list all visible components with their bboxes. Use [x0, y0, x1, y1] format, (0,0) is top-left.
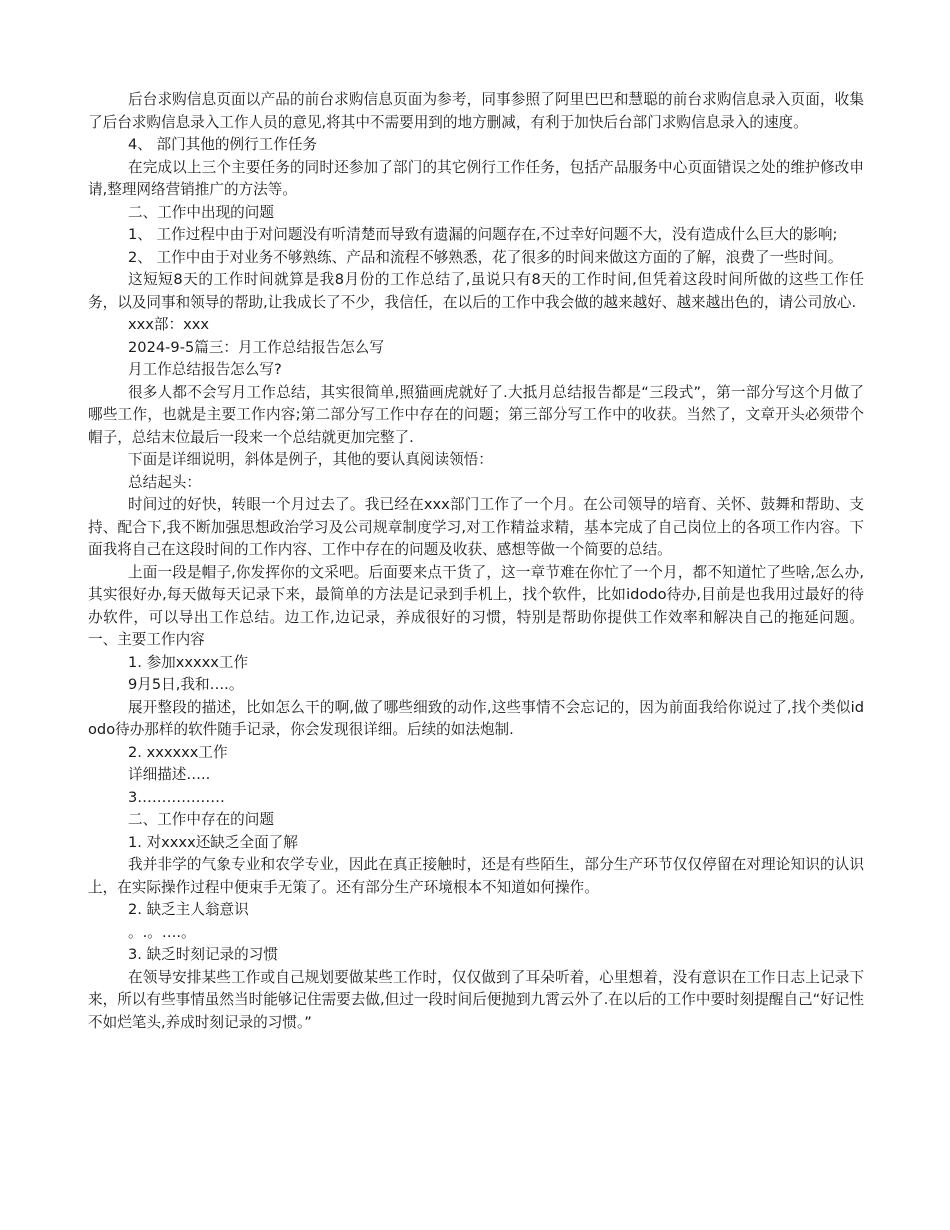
document-page: [88, 89, 864, 1034]
list-item-work-2: 2. xxxxxx工作: [128, 743, 228, 761]
list-item-detail: 详细描述…..: [128, 766, 211, 783]
signature-department: xxx部：xxx: [128, 316, 210, 333]
paragraph-routine-tasks: 在完成以上三个主要任务的同时还参加了部门的其它例行工作任务，包括产品服务中心页面错误之处的维护修改申请,整理网络营销推广的方法等。: [88, 158, 864, 198]
paragraph-expand-description: 展开整段的描述，比如怎么干的啊,做了哪些细致的动作,这些事情不会忘记的，因为前面我给你说过了,找个类似idodo待办那样的软件随手记录，你会发现很详细。后续的如法炮制.: [88, 698, 864, 738]
paragraph-recording-habit: 在领导安排某些工作或自己规划要做某些工作时，仅仅做到了耳朵听着，心里想着，没有意识在工作日志上记录下来，所以有些事情虽然当时能够记住需要去做,但过一段时间后便抛到九霄云外了.在以后的工作中要时刻提醒自己“好记性不如烂笔头,养成时刻记录的习惯。”: [88, 968, 864, 1031]
list-item-work-1: 1. 参加xxxxx工作: [128, 653, 249, 671]
list-item-date-entry: 9月5日,我和….。: [128, 676, 244, 693]
list-item-work-3: 3………………: [128, 788, 225, 806]
paragraph-ellipsis: 。.。….。: [128, 923, 196, 941]
paragraph-problem-2: 2、 工作中由于对业务不够熟练、产品和流程不够熟悉，花了很多的时间来做这方面的了解，浪费了一些时间。: [128, 248, 843, 266]
heading-problems: 二、工作中出现的问题: [128, 203, 274, 221]
paragraph-problem-1: 1、 工作过程中由于对问题没有听清楚而导致有遗漏的问题存在,不过幸好问题不大，没有造成什么巨大的影响;: [128, 226, 838, 243]
heading-opening: 总结起头：: [128, 473, 201, 491]
list-item-problem-3: 3. 缺乏时刻记录的习惯: [128, 946, 278, 963]
paragraph-details-note: 下面是详细说明，斜体是例子，其他的要认真阅读领悟：: [128, 451, 493, 468]
paragraph-opening-example: 时间过的好快，转眼一个月过去了。我已经在xxx部门工作了一个月。在公司领导的培育、关怀、鼓舞和帮助、支持、配合下,我不断加强思想政治学习及公司规章制度学习,对工作精益求精，基本完成了自己岗位上的各项工作内容。下面我将自己在这段时间的工作内容、工作中存在的问题及收获、感想等做一个简要的总结。: [88, 496, 864, 558]
date-and-part-three-title: 2024-9-5篇三：月工作总结报告怎么写: [128, 338, 384, 356]
paragraph-eight-days: 这短短8天的工作时间就算是我8月份的工作总结了,虽说只有8天的工作时间,但凭着这段时间所做的这些工作任务，以及同事和领导的帮助,让我成长了不少，我信任，在以后的工作中我会做的越来越好、越来越出色的，请公司放心.: [88, 271, 864, 311]
paragraph-not-specialist: 我并非学的气象专业和农学专业，因此在真正接触时，还是有些陌生，部分生产环节仅仅停留在对理论知识的认识上，在实际操作过程中便束手无策了。还有部分生产环境根本不知道如何操作。: [88, 856, 864, 896]
list-item-problem-2: 2. 缺乏主人翁意识: [128, 901, 249, 918]
list-item-problem-1: 1. 对xxxx还缺乏全面了解: [128, 833, 298, 851]
paragraph-purchase-page: 后台求购信息页面以产品的前台求购信息页面为参考，同事参照了阿里巴巴和慧聪的前台求购信息录入页面，收集了后台求购信息录入工作人员的意见,将其中不需要用到的地方删减，有利于加快后台部门求购信息录入的速度。: [88, 91, 864, 131]
heading-routine-tasks: 4、 部门其他的例行工作任务: [128, 136, 318, 153]
heading-existing-problems: 二、工作中存在的问题: [128, 811, 274, 828]
section-title-how-to-write: 月工作总结报告怎么写?: [128, 361, 282, 378]
paragraph-hat-explanation: 上面一段是帽子,你发挥你的文采吧。后面要来点干货了，这一章节难在你忙了一个月，都不知道忙了些啥,怎么办,其实很好办,每天做每天记录下来，最简单的方法是记录到手机上，找个软件，比如idodo待办,目前是也我用过最好的待办软件，可以导出工作总结。边工作,边记录，养成很好的习惯，特别是帮助你提供工作效率和解决自己的拖延问题。 一、主要工作内容: [88, 563, 864, 648]
paragraph-three-parts: 很多人都不会写月工作总结，其实很简单,照猫画虎就好了.大抵月总结报告都是“三段式”，第一部分写这个月做了哪些工作，也就是主要工作内容;第二部分写工作中存在的问题；第三部分写工作中的收获。当然了，文章开头必须带个帽子，总结末位最后一段来一个总结就更加完整了.: [88, 383, 864, 446]
